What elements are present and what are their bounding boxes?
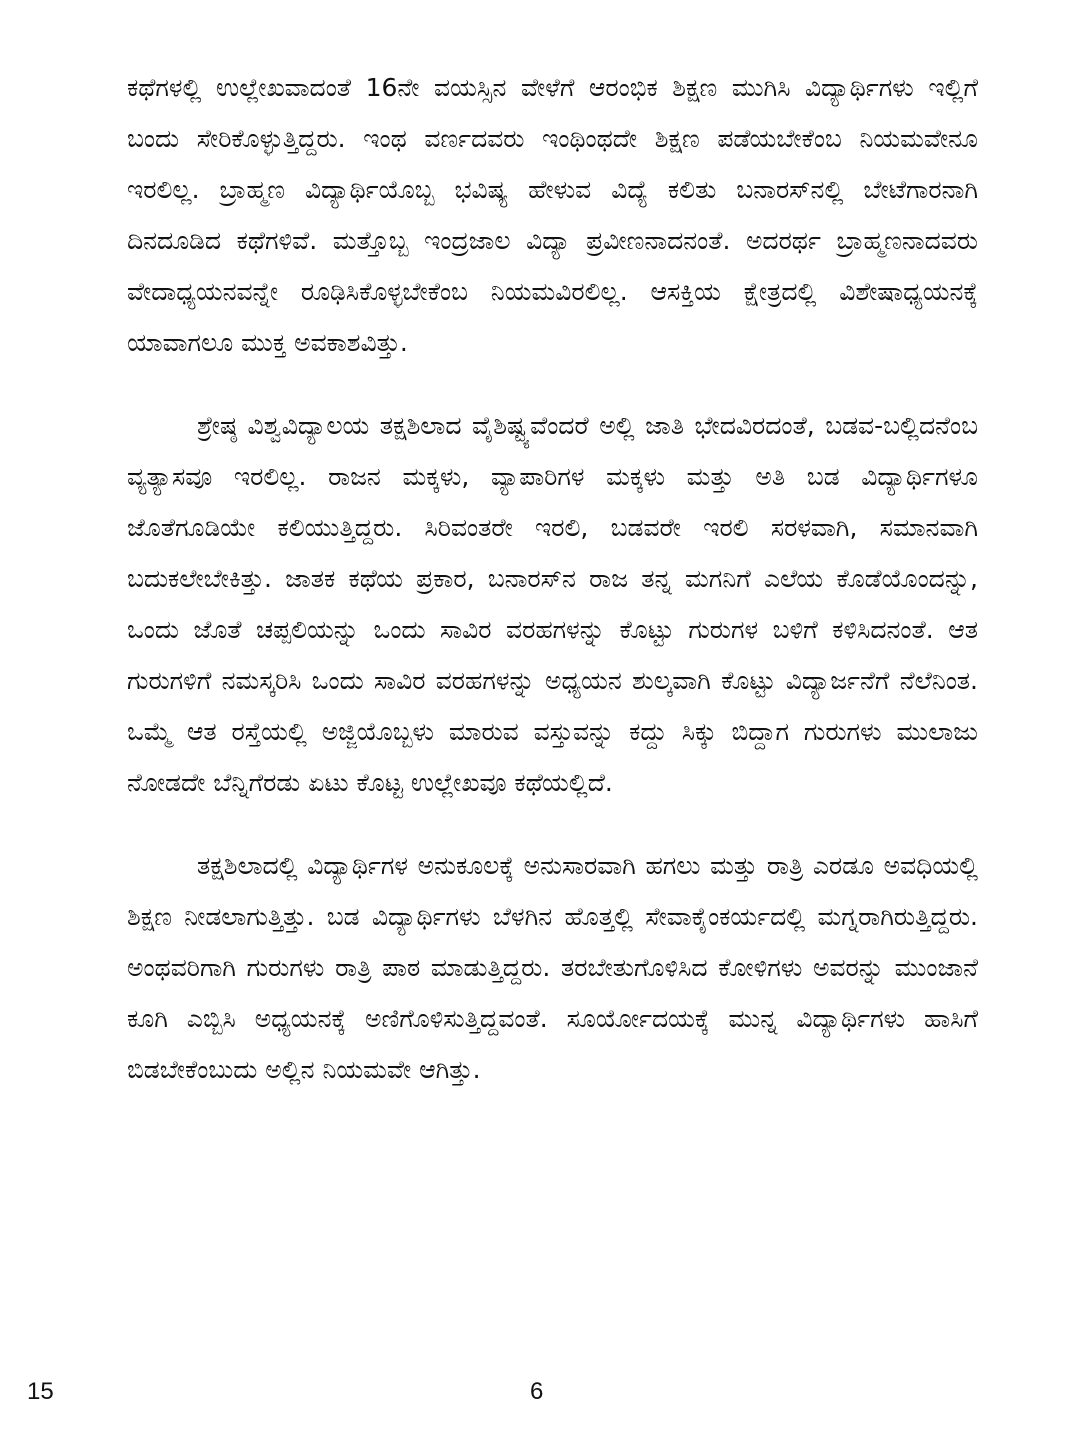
paragraph-3: ತಕ್ಷಶಿಲಾದಲ್ಲಿ ವಿದ್ಯಾರ್ಥಿಗಳ ಅನುಕೂಲಕ್ಕೆ ಅನುಸಾರವಾಗಿ ಹಗಲು ಮತ್ತು ರಾತ್ರಿ ಎರಡೂ ಅವಧಿಯಲ್ಲಿ ಶಿಕ್ಷಣ ನೀಡಲಾಗುತ್ತಿತ್ತು. ಬಡ ವಿದ್ಯಾರ್ಥಿಗಳು ಬೆಳಗಿನ ಹೊತ್ತಲ್ಲಿ ಸೇವಾಕೈಂಕರ್ಯದಲ್ಲಿ ಮಗ್ನರಾಗಿರುತ್ತಿದ್ದರು. ಅಂಥವರಿಗಾಗಿ ಗುರುಗಳು ರಾತ್ರಿ ಪಾಠ ಮಾಡುತ್ತಿದ್ದರು. ತರಬೇತುಗೊಳಿಸಿದ ಕೋಳಿಗಳು ಅವರನ್ನು ಮುಂಜಾನೆ ಕೂಗಿ ಎಬ್ಬಿಸಿ ಅಧ್ಯಯನಕ್ಕೆ ಅಣಿಗೊಳಿಸುತ್ತಿದ್ದವಂತೆ. ಸೂರ್ಯೋದಯಕ್ಕೆ ಮುನ್ನ ವಿದ್ಯಾರ್ಥಿಗಳು ಹಾಸಿಗೆ ಬಿಡಬೇಕೆಂಬುದು ಅಲ್ಲಿನ ನಿಯಮವೇ ಆಗಿತ್ತು. bbox=[127, 851, 978, 1084]
document-body bbox=[127, 62, 978, 1095]
footer-code: 15 bbox=[27, 1378, 54, 1405]
paragraph-2: ಶ್ರೇಷ್ಠ ವಿಶ್ವವಿದ್ಯಾಲಯ ತಕ್ಷಶಿಲಾದ ವೈಶಿಷ್ಟ್ಯವೆಂದರೆ ಅಲ್ಲಿ ಜಾತಿ ಭೇದವಿರದಂತೆ, ಬಡವ-ಬಲ್ಲಿದನೆಂಬ ವ್ಯತ್ಯಾಸವೂ ಇರಲಿಲ್ಲ. ರಾಜನ ಮಕ್ಕಳು, ವ್ಯಾಪಾರಿಗಳ ಮಕ್ಕಳು ಮತ್ತು ಅತಿ ಬಡ ವಿದ್ಯಾರ್ಥಿಗಳೂ ಜೊತೆಗೂಡಿಯೇ ಕಲಿಯುತ್ತಿದ್ದರು. ಸಿರಿವಂತರೇ ಇರಲಿ, ಬಡವರೇ ಇರಲಿ ಸರಳವಾಗಿ, ಸಮಾನವಾಗಿ ಬದುಕಲೇಬೇಕಿತ್ತು. ಜಾತಕ ಕಥೆಯ ಪ್ರಕಾರ, ಬನಾರಸ್‌ನ ರಾಜ ತನ್ನ ಮಗನಿಗೆ ಎಲೆಯ ಕೊಡೆಯೊಂದನ್ನು, ಒಂದು ಜೊತೆ ಚಪ್ಪಲಿಯನ್ನು ಒಂದು ಸಾವಿರ ವರಹಗಳನ್ನು ಕೊಟ್ಟು ಗುರುಗಳ ಬಳಿಗೆ ಕಳಿಸಿದನಂತೆ. ಆತ ಗುರುಗಳಿಗೆ ನಮಸ್ಕರಿಸಿ ಒಂದು ಸಾವಿರ ವರಹಗಳನ್ನು ಅಧ್ಯಯನ ಶುಲ್ಕವಾಗಿ ಕೊಟ್ಟು ವಿದ್ಯಾರ್ಜನೆಗೆ ನೆಲೆನಿಂತ. ಒಮ್ಮೆ ಆತ ರಸ್ತೆಯಲ್ಲಿ ಅಜ್ಜಿಯೊಬ್ಬಳು ಮಾರುವ ವಸ್ತುವನ್ನು ಕದ್ದು ಸಿಕ್ಕು ಬಿದ್ದಾಗ ಗುರುಗಳು ಮುಲಾಜು ನೋಡದೇ ಬೆನ್ನಿಗೆರಡು ಏಟು ಕೊಟ್ಟ ಉಲ್ಲೇಖವೂ ಕಥೆಯಲ್ಲಿದೆ. bbox=[127, 411, 978, 797]
page-number: 6 bbox=[530, 1378, 544, 1405]
paragraph-1: ಕಥೆಗಳಲ್ಲಿ ಉಲ್ಲೇಖವಾದಂತೆ 16ನೇ ವಯಸ್ಸಿನ ವೇಳೆಗೆ ಆರಂಭಿಕ ಶಿಕ್ಷಣ ಮುಗಿಸಿ ವಿದ್ಯಾರ್ಥಿಗಳು ಇಲ್ಲಿಗೆ ಬಂದು ಸೇರಿಕೊಳ್ಳುತ್ತಿದ್ದರು. ಇಂಥ ವರ್ಣದವರು ಇಂಥಿಂಥದೇ ಶಿಕ್ಷಣ ಪಡೆಯಬೇಕೆಂಬ ನಿಯಮವೇನೂ ಇರಲಿಲ್ಲ. ಬ್ರಾಹ್ಮಣ ವಿದ್ಯಾರ್ಥಿಯೊಬ್ಬ ಭವಿಷ್ಯ ಹೇಳುವ ವಿದ್ಯೆ ಕಲಿತು ಬನಾರಸ್‌ನಲ್ಲಿ ಬೇಟೆಗಾರನಾಗಿ ದಿನದೂಡಿದ ಕಥೆಗಳಿವೆ. ಮತ್ತೊಬ್ಬ ಇಂದ್ರಜಾಲ ವಿದ್ಯಾ ಪ್ರವೀಣನಾದನಂತೆ. ಅದರರ್ಥ ಬ್ರಾಹ್ಮಣನಾದವರು ವೇದಾಧ್ಯಯನವನ್ನೇ ರೂಢಿಸಿಕೊಳ್ಳಬೇಕೆಂಬ ನಿಯಮವಿರಲಿಲ್ಲ. ಆಸಕ್ತಿಯ ಕ್ಷೇತ್ರದಲ್ಲಿ ವಿಶೇಷಾಧ್ಯಯನಕ್ಕೆ ಯಾವಾಗಲೂ ಮುಕ್ತ ಅವಕಾಶವಿತ್ತು. bbox=[127, 73, 978, 357]
